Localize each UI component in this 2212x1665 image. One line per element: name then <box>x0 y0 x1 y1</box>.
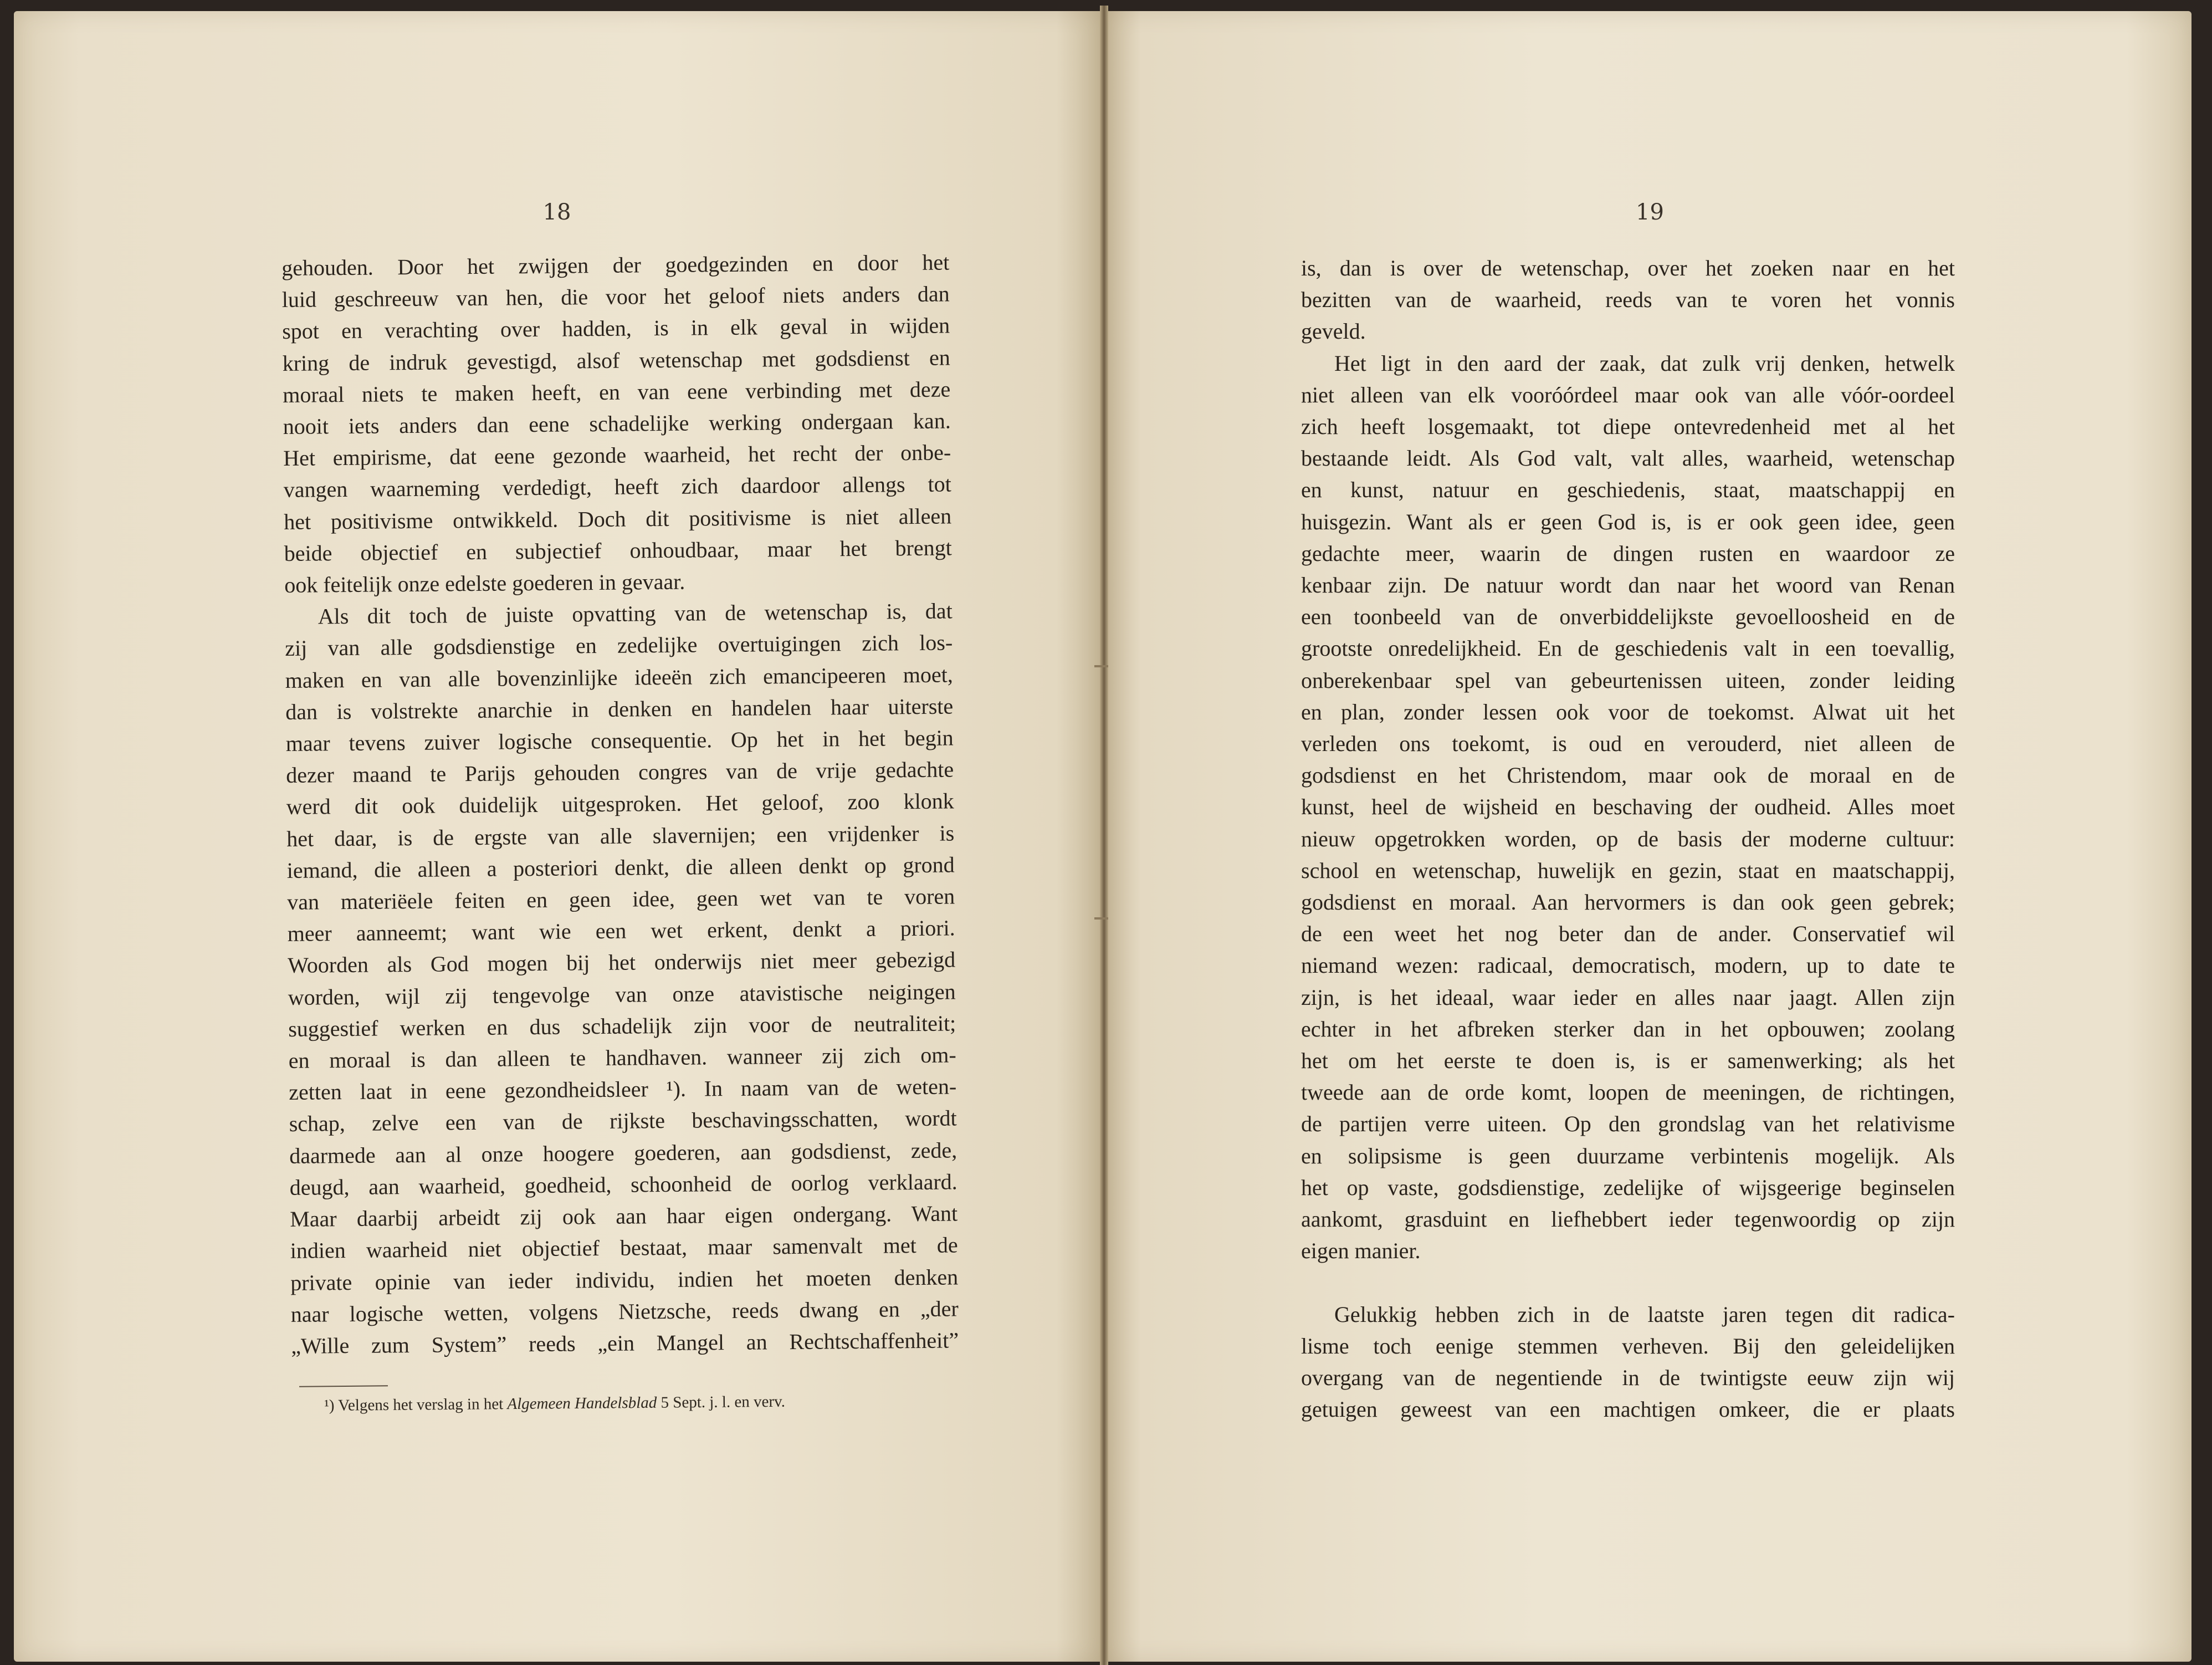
text-line: ook feitelijk onze edelste goederen in gevaar. <box>284 569 685 598</box>
footnote-marker: ¹) <box>324 1396 335 1414</box>
text-line: deugd, aan waarheid, goedheid, schoonheid de oorlog verklaard. <box>289 1169 957 1200</box>
text-line: tweede aan de orde komt, loopen de meeningen, de richtingen, <box>1301 1080 1955 1105</box>
text-line: vangen waarneming verdedigt, heeft zich daardoor allengs tot <box>283 471 951 503</box>
text-line: indien waarheid niet objectief bestaat, maar samenvalt met de <box>290 1232 958 1264</box>
text-line: Gelukkig hebben zich in de laatste jaren tegen dit radica- <box>1334 1301 1955 1327</box>
text-line: kunst, heel de wijsheid en beschaving der oudheid. Alles moet <box>1301 794 1955 820</box>
text-line: Woorden als God mogen bij het onderwijs niet meer gebezigd <box>288 947 956 978</box>
footnote-source: Algemeen Handelsblad <box>507 1393 657 1413</box>
text-line: gedachte meer, waarin de dingen rusten en waardoor ze <box>1301 540 1955 566</box>
text-line: suggestief werken en dus schadelijk zijn voor de neutraliteit; <box>288 1010 956 1041</box>
text-line: grootste onredelijkheid. En de geschiedenis valt in een toevallig, <box>1301 636 1955 661</box>
text-line: de partijen verre uiteen. Op den grondslag van het relativisme <box>1301 1111 1955 1137</box>
text-line: aankomt, grasduint en liefhebbert ieder tegenwoordig op zijn <box>1301 1207 1955 1232</box>
text-line: Het ligt in den aard der zaak, dat zulk vrij denken, hetwelk <box>1334 350 1955 376</box>
left-page-text <box>281 246 959 1362</box>
text-line: en solipsisme is geen duurzame verbintenis mogelijk. Als <box>1301 1143 1955 1168</box>
text-line: maken en van alle bovenzinlijke ideeën zich emancipeeren moet, <box>285 662 953 693</box>
text-line: dan is volstrekte anarchie in denken en handelen haar uiterste <box>285 693 954 724</box>
text-line: niemand wezen: radicaal, democratisch, modern, up to date te <box>1301 953 1955 978</box>
text-line: de een weet het nog beter dan de ander. Conservatief wil <box>1301 921 1955 947</box>
text-line: van materiëele feiten en geen idee, geen wet van te voren <box>287 883 955 915</box>
text-line: meer aanneemt; want wie een wet erkent, denkt a priori. <box>287 915 955 947</box>
text-line: zich heeft losgemaakt, tot diepe ontevredenheid met al het <box>1301 414 1955 440</box>
text-line: godsdienst en het Christendom, maar ook de moraal en de <box>1301 763 1955 788</box>
text-line: en moraal is dan alleen te handhaven. wanneer zij zich om- <box>288 1042 956 1074</box>
text-line: zetten laat in eene gezondheidsleer ¹). In naam van de weten- <box>289 1074 957 1105</box>
text-line: dezer maand te Parijs gehouden congres van de vrije gedachte <box>286 757 954 788</box>
text-line: bestaande leidt. Als God valt, valt alles, waarheid, wetenschap <box>1301 446 1955 471</box>
text-line: zij van alle godsdienstige en zedelijke overtuigingen zich los- <box>285 630 953 661</box>
footnote-rule <box>299 1385 388 1387</box>
text-line: eigen manier. <box>1301 1238 1421 1264</box>
text-line: het positivisme ontwikkeld. Doch dit positivisme is niet alleen <box>284 503 952 534</box>
text-line: worden, wijl zij tengevolge van onze atavistische neigingen <box>288 979 956 1010</box>
text-line: huisgezin. Want als er geen God is, is er ook geen idee, geen <box>1301 509 1955 534</box>
text-line: overgang van de negentiende in de twintigste eeuw zijn wij <box>1301 1365 1955 1390</box>
text-line: luid geschreeuw van hen, die voor het geloof niets anders dan <box>281 281 950 313</box>
text-line: het op vaste, godsdienstige, zedelijke of wijsgeerige beginselen <box>1301 1174 1955 1200</box>
text-line: echter in het afbreken sterker dan in het opbouwen; zoolang <box>1301 1016 1955 1041</box>
text-line: lisme toch eenige stemmen verheven. Bij den geleidelijken <box>1301 1333 1955 1358</box>
text-line: een toonbeeld van de onverbiddelijkste gevoelloosheid en de <box>1301 604 1955 630</box>
text-line: moraal niets te maken heeft, en van eene verbinding met deze <box>283 376 951 407</box>
text-line: daarmede aan al onze hoogere goederen, aan godsdienst, zede, <box>289 1137 957 1168</box>
text-line: kring de indruk gevestigd, alsof wetenschap met godsdienst en <box>282 345 950 376</box>
left-page <box>14 11 1100 1662</box>
right-page <box>1108 11 2191 1662</box>
text-line: het om het eerste te doen is, is er samenwerking; als het <box>1301 1048 1955 1074</box>
text-line: geveld. <box>1301 319 1366 344</box>
page-number-left: 18 <box>542 200 571 225</box>
text-line: maar tevens zuiver logische consequentie. Op het in het begin <box>285 725 954 757</box>
text-line: private opinie van ieder individu, indien het moeten denken <box>290 1264 959 1295</box>
text-line: bezitten van de waarheid, reeds van te voren het vonnis <box>1301 287 1955 313</box>
right-page-text <box>1301 252 1955 1425</box>
text-line: niet alleen van elk vooróórdeel maar ook van alle vóór-oordeel <box>1301 382 1955 407</box>
text-line: getuigen geweest van een machtigen omkeer, die er plaats <box>1301 1397 1955 1422</box>
text-line: nooit iets anders dan eene schadelijke werking ondergaan kan. <box>283 408 951 440</box>
page-number-right: 19 <box>1636 200 1664 225</box>
text-line: en kunst, natuur en geschiedenis, staat, maatschappij en <box>1301 477 1955 503</box>
footnote <box>324 1393 785 1415</box>
text-line: Het empirisme, dat eene gezonde waarheid, het recht der onbe- <box>283 440 951 471</box>
book-gutter <box>1100 6 1108 1665</box>
text-line: Als dit toch de juiste opvatting van de wetenschap is, dat <box>318 598 953 629</box>
text-line: onberekenbaar spel van gebeurtenissen uiteen, zonder leiding <box>1301 667 1955 693</box>
text-line: gehouden. Door het zwijgen der goedgezinden en door het <box>281 249 950 280</box>
text-line: is, dan is over de wetenschap, over het zoeken naar en het <box>1301 256 1955 280</box>
text-line: school en wetenschap, huwelijk en gezin, staat en maatschappij, <box>1301 857 1955 883</box>
text-line: naar logische wetten, volgens Nietzsche, reeds dwang en „der <box>290 1296 959 1327</box>
text-line: en plan, zonder lessen ook voor de toekomst. Alwat uit het <box>1301 699 1955 724</box>
text-line: kenbaar zijn. De natuur wordt dan naar het woord van Renan <box>1301 573 1955 598</box>
footnote-text: Velgens het verslag in het <box>338 1395 504 1414</box>
footnote-tail: 5 Sept. j. l. en verv. <box>660 1392 786 1412</box>
text-line: verleden ons toekomt, is oud en verouderd, niet alleen de <box>1301 731 1955 757</box>
text-line: spot en verachting over hadden, is in elk geval in wijden <box>282 313 950 344</box>
text-line: het daar, is de ergste van alle slavernijen; een vrijdenker is <box>286 820 955 851</box>
text-line: iemand, die alleen a posteriori denkt, die alleen denkt op grond <box>286 852 955 883</box>
text-line: beide objectief en subjectief onhoudbaar, maar het brengt <box>284 535 952 566</box>
paragraph-gap <box>1301 1267 1955 1299</box>
text-line: godsdienst en moraal. Aan hervormers is dan ook geen gebrek; <box>1301 890 1955 915</box>
text-line: nieuw opgetrokken worden, op de basis der moderne cultuur: <box>1301 826 1955 851</box>
text-line: Maar daarbij arbeidt zij ook aan haar eigen ondergang. Want <box>290 1201 958 1232</box>
text-line: werd dit ook duidelijk uitgesproken. Het geloof, zoo klonk <box>286 788 954 820</box>
text-line: zijn, is het ideaal, waar ieder en alles naar jaagt. Allen zijn <box>1301 984 1955 1010</box>
text-line: „Wille zum System” reeds „ein Mangel an Rechtschaffenheit” <box>291 1327 959 1358</box>
text-line: schap, zelve een van de rijkste beschavingsschatten, wordt <box>289 1105 957 1137</box>
